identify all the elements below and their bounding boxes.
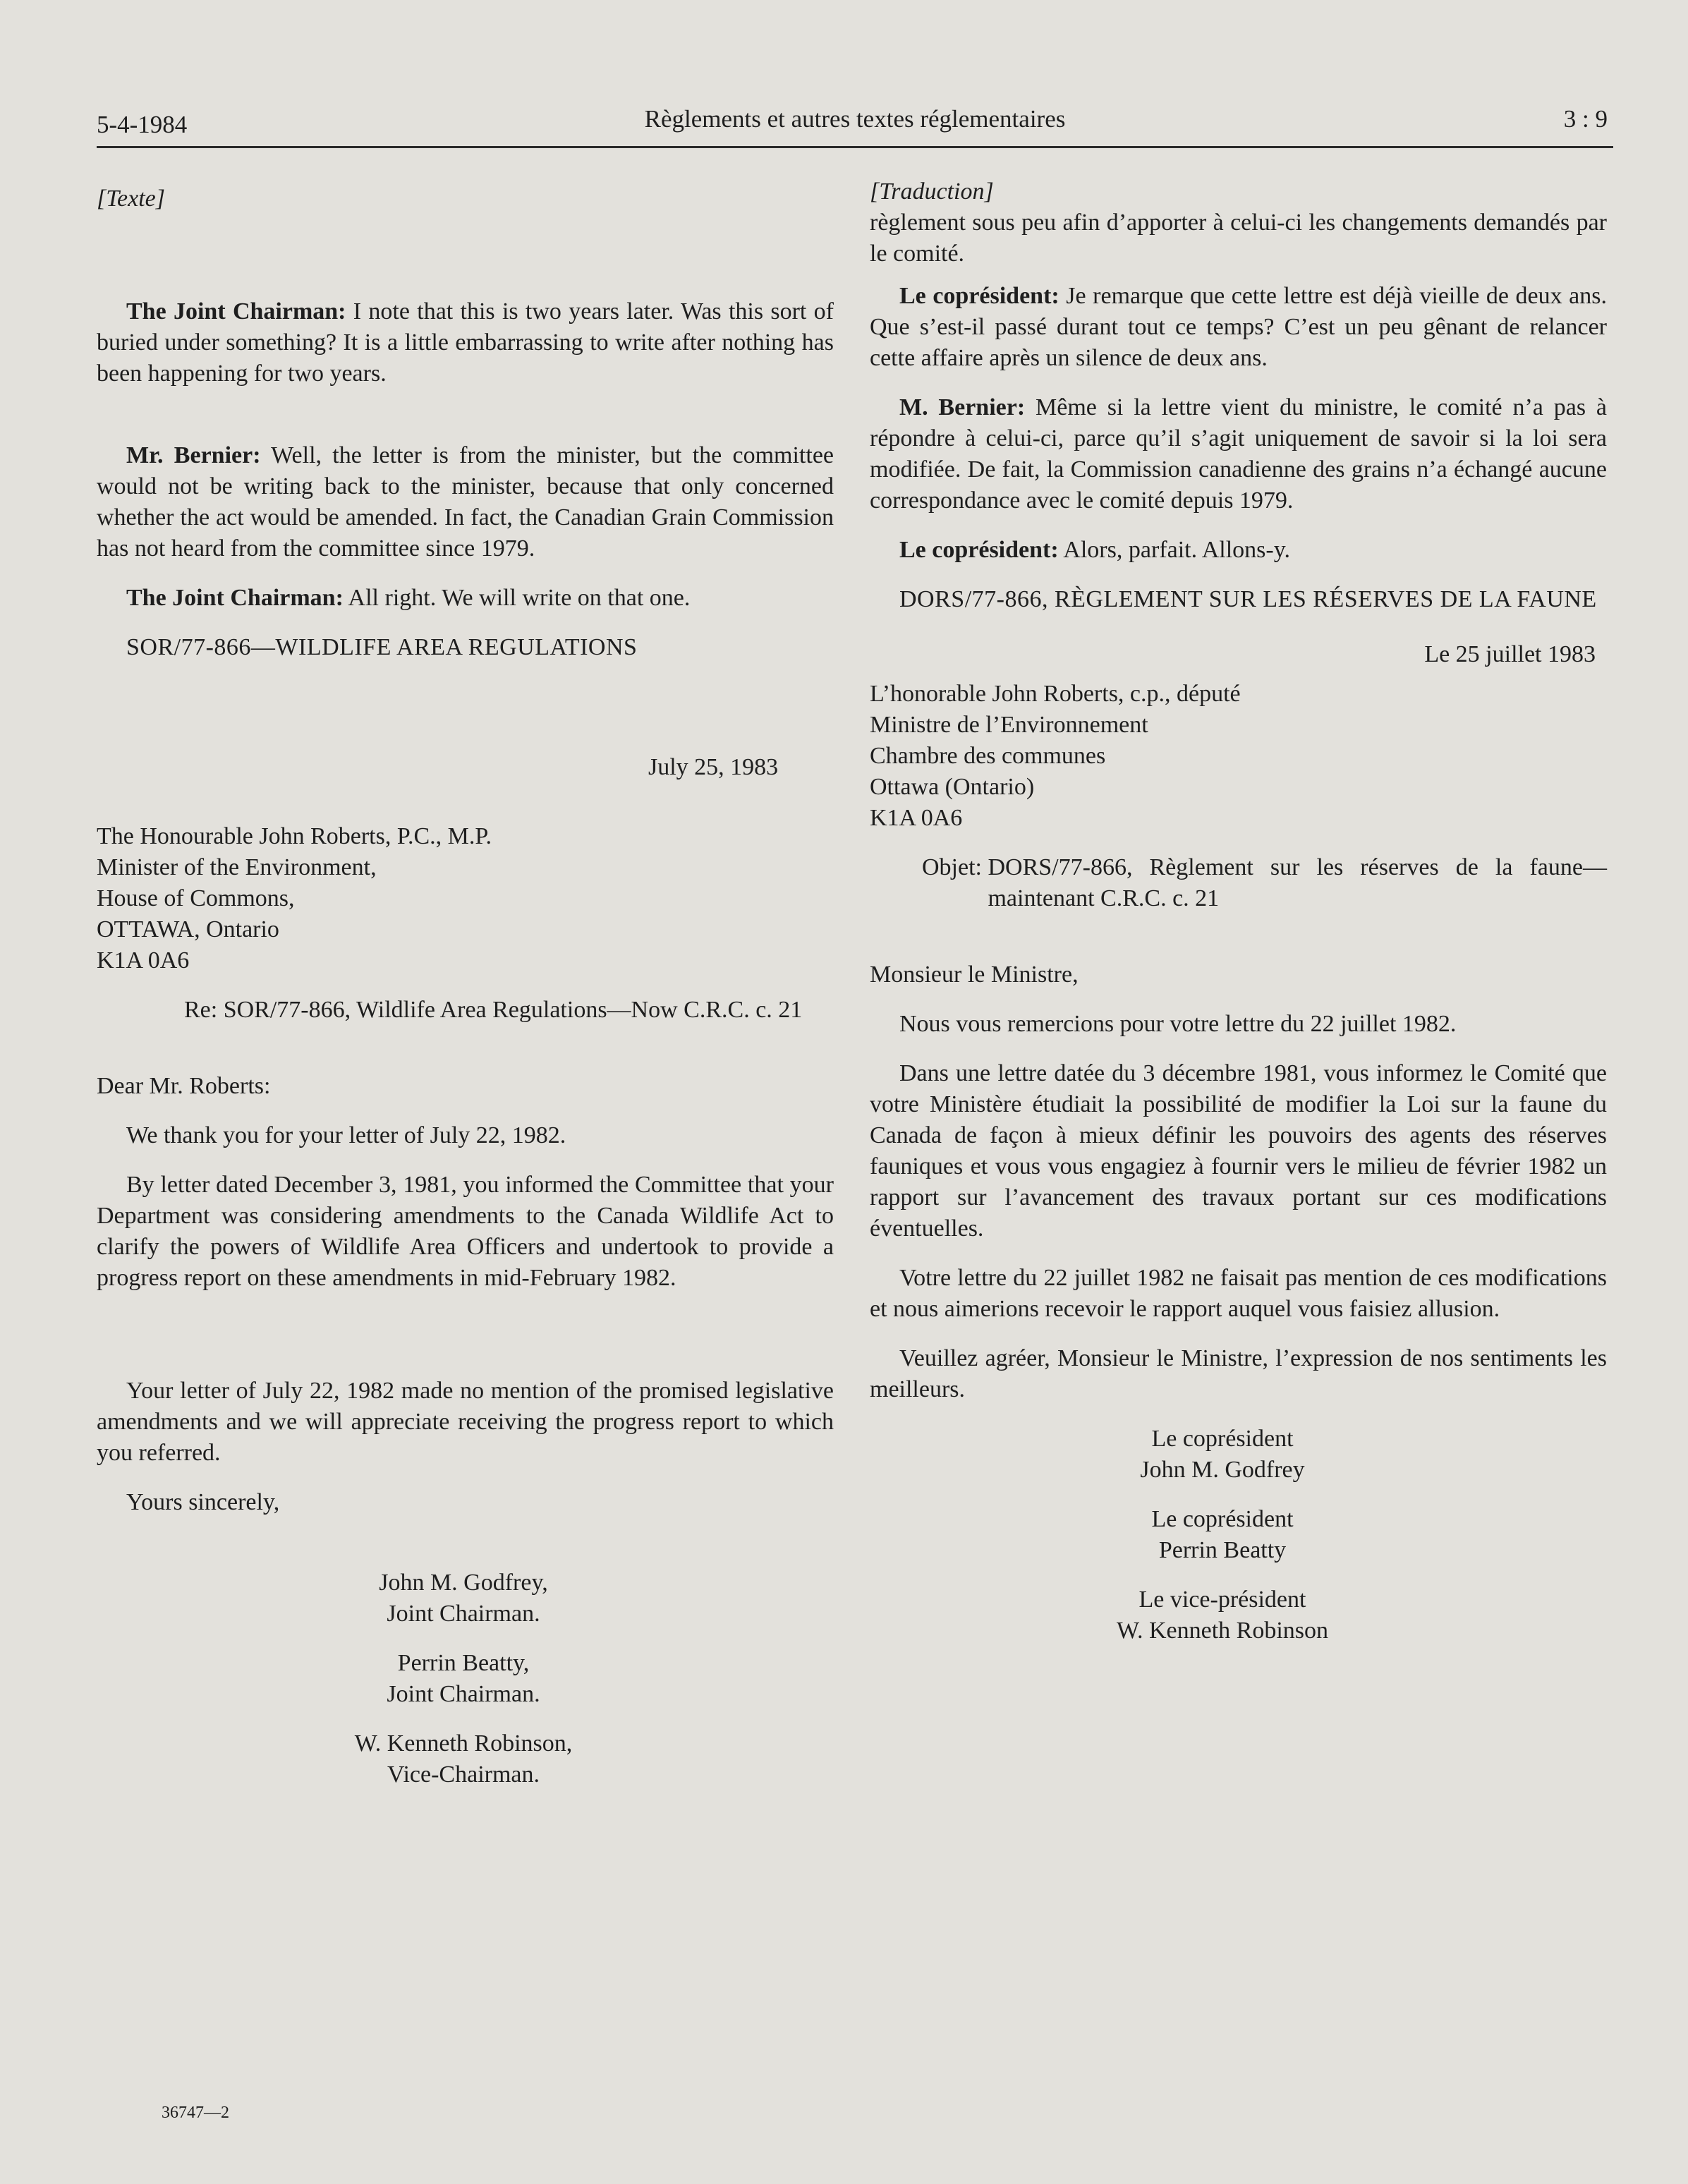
letter-closing: Yours sincerely, <box>126 1489 280 1515</box>
letter-salutation: Monsieur le Ministre, <box>870 961 1079 988</box>
address-line: OTTAWA, Ontario <box>97 916 279 942</box>
header-date: 5-4-1984 <box>97 111 188 138</box>
paragraph-copresident-2 <box>870 535 1607 566</box>
page-header <box>97 102 1613 148</box>
paragraph-joint-chairman-1 <box>97 296 834 389</box>
signatory-title: Le coprésident <box>1151 1426 1294 1452</box>
subject-label: Objet: <box>922 854 988 880</box>
letter-body-2: Dans une lettre datée du 3 décembre 1981, vous informez le Comité que votre Ministère étudiait la possibilité de modifier la Loi sur la faune du Canada de façon à mieux définir les pouvoirs des agents des réserves fauniques et vous vous engagiez à fournir vers le milieu de février 1982 un rapport sur l’avancement des travaux portant sur ces modifications éventuelles. <box>870 1060 1607 1242</box>
header-title: Règlements et autres textes réglementaires <box>644 105 1066 133</box>
footer-print-code: 36747—2 <box>162 2104 229 2122</box>
signature-block-2 <box>97 1648 647 1710</box>
address-line: K1A 0A6 <box>97 947 190 973</box>
signatory-name: W. Kenneth Robinson <box>1116 1618 1328 1644</box>
letter-date: July 25, 1983 <box>648 754 779 780</box>
speech-text: Well, the letter is from the minister, but the committee would not be writing back to the minister, because that only concerned whether the act would be amended. In fact, the Canadian Grain Commission has not heard from the committee since 1979. <box>97 442 834 562</box>
signature-block-2 <box>870 1504 1406 1566</box>
address-line: Ministre de l’Environnement <box>870 712 1148 738</box>
letter-subject <box>97 995 834 1026</box>
letter-salutation: Dear Mr. Roberts: <box>97 1073 271 1099</box>
speech-text: Alors, parfait. Allons-y. <box>1058 537 1290 563</box>
signatory-title: Le vice-président <box>1139 1587 1306 1613</box>
paragraph-copresident-1 <box>870 281 1607 374</box>
letter-body-3: Your letter of July 22, 1982 made no mention of the promised legislative amendments and we will appreciate receiving the progress report to which you referred. <box>97 1378 834 1466</box>
paragraph-continuation: règlement sous peu afin d’apporter à celui-ci les changements demandés par le comité. <box>870 210 1607 267</box>
text-label: [Texte] <box>97 186 165 212</box>
signatory-title: Joint Chairman. <box>387 1681 540 1707</box>
signatory-title: Vice-Chairman. <box>387 1761 540 1788</box>
section-heading: DORS/77-866, RÈGLEMENT SUR LES RÉSERVES DE LA FAUNE <box>899 586 1597 612</box>
letter-body-3: Votre lettre du 22 juillet 1982 ne faisait pas mention de ces modifications et nous aimerions recevoir le rapport auquel vous faisiez allusion. <box>870 1265 1607 1322</box>
translation-label: [Traduction] <box>870 178 994 205</box>
speaker-name: Le coprésident: <box>899 283 1059 309</box>
signatory-name: John M. Godfrey, <box>379 1570 548 1596</box>
signatory-title: Joint Chairman. <box>387 1601 540 1627</box>
signature-block-1 <box>97 1567 647 1630</box>
speaker-name: Le coprésident: <box>899 537 1059 563</box>
speaker-name: The Joint Chairman: <box>126 298 346 324</box>
address-line: The Honourable John Roberts, P.C., M.P. <box>97 823 492 849</box>
english-column <box>97 176 834 1790</box>
speaker-name: Mr. Bernier: <box>126 442 261 468</box>
paragraph-joint-chairman-2 <box>97 583 834 614</box>
paragraph-m-bernier <box>870 392 1607 516</box>
address-line: K1A 0A6 <box>870 805 963 831</box>
letter-body-1: We thank you for your letter of July 22, 1982. <box>126 1122 566 1148</box>
header-page-number: 3 : 9 <box>1563 105 1608 133</box>
speech-text: Même si la lettre vient du ministre, le comité n’a pas à répondre à celui-ci, parce qu’il s’agit uniquement de savoir si la loi sera modifiée. De fait, la Commission canadienne des grains n’a échangé aucune correspondance avec le comité depuis 1979. <box>870 394 1607 514</box>
letter-closing: Veuillez agréer, Monsieur le Ministre, l’expression de nos sentiments les meilleurs. <box>870 1345 1607 1402</box>
letter-body-1: Nous vous remercions pour votre lettre du 22 juillet 1982. <box>899 1011 1457 1037</box>
letter-address <box>97 821 834 976</box>
signature-block-3 <box>870 1584 1406 1646</box>
subject-text: DORS/77-866, Règlement sur les réserves de la faune—maintenant C.R.C. c. 21 <box>988 854 1607 911</box>
signatory-name: John M. Godfrey <box>1140 1457 1305 1483</box>
signatory-name: Perrin Beatty <box>1158 1537 1287 1563</box>
address-line: House of Commons, <box>97 885 295 911</box>
speech-text: I note that this is two years later. Was this sort of buried under something? It is a little embarrassing to write after nothing has been happening for two years. <box>97 298 834 387</box>
section-heading: SOR/77-866—WILDLIFE AREA REGULATIONS <box>126 634 638 660</box>
french-column <box>870 176 1607 1646</box>
subject-text: SOR/77-866, Wildlife Area Regulations—Now C.R.C. c. 21 <box>223 997 803 1023</box>
paragraph-mr-bernier <box>97 440 834 564</box>
speaker-name: M. Bernier: <box>899 394 1026 420</box>
signatory-name: Perrin Beatty, <box>397 1650 530 1676</box>
subject-label: Re: <box>184 997 224 1023</box>
signatory-name: W. Kenneth Robinson, <box>354 1730 573 1757</box>
letter-address <box>870 679 1607 834</box>
address-line: Chambre des communes <box>870 743 1106 769</box>
speech-text: Je remarque que cette lettre est déjà vieille de deux ans. Que s’est-il passé durant tout ce temps? C’est un peu gênant de relancer cette affaire après un silence de deux ans. <box>870 283 1608 371</box>
signature-block-3 <box>97 1728 647 1790</box>
signatory-title: Le coprésident <box>1151 1506 1294 1532</box>
address-line: L’honorable John Roberts, c.p., député <box>870 681 1241 707</box>
letter-date: Le 25 juillet 1983 <box>1424 641 1596 667</box>
address-line: Minister of the Environment, <box>97 854 377 880</box>
signature-block-1 <box>870 1424 1406 1486</box>
speech-text: All right. We will write on that one. <box>343 585 691 611</box>
letter-body-2: By letter dated December 3, 1981, you informed the Committee that your Department was considering amendments to the Canada Wildlife Act to clarify the powers of Wildlife Area Officers and undertook to provide a progress report on these amendments in mid-February 1982. <box>97 1172 834 1291</box>
letter-subject <box>870 852 1607 914</box>
address-line: Ottawa (Ontario) <box>870 774 1035 800</box>
speaker-name: The Joint Chairman: <box>126 585 344 611</box>
